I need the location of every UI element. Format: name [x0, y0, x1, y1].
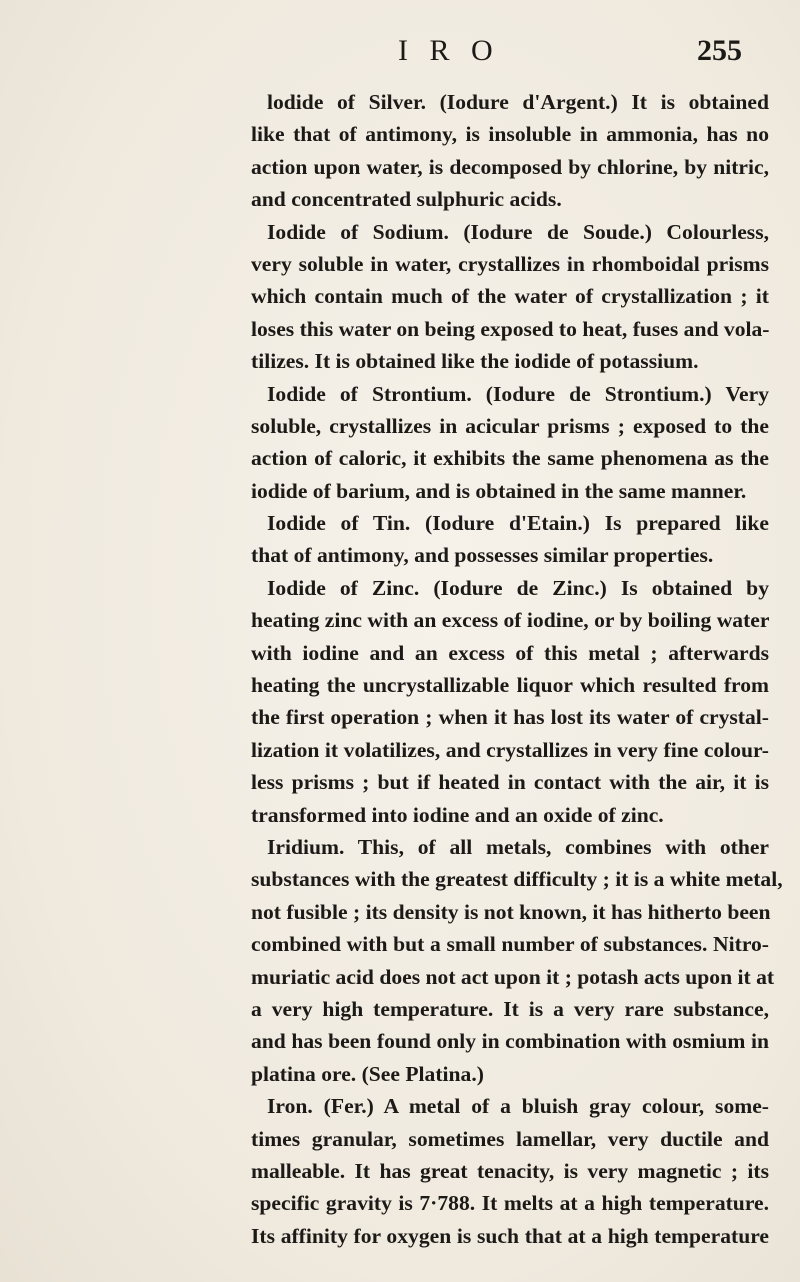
- text-line: very soluble in water, crystallizes in rhomboidal prisms: [251, 251, 769, 276]
- text-line: platina ore. (See Platina.): [251, 1061, 484, 1086]
- text-line: Iodide of Sodium. (Iodure de Soude.) Colourless,: [267, 219, 769, 244]
- text-line: Its affinity for oxygen is such that at a high temperature: [251, 1223, 769, 1248]
- text-line: malleable. It has great tenacity, is very magnetic ; its: [251, 1158, 769, 1183]
- text-line: specific gravity is 7·788. It melts at a high temperature.: [251, 1191, 769, 1216]
- text-line: lization it volatilizes, and crystallizes in very fine colour-: [251, 737, 769, 762]
- text-line: substances with the greatest difficulty ; it is a white metal,: [251, 867, 783, 892]
- text-line: Iodide of Strontium. (Iodure de Strontium.) Very: [267, 381, 769, 406]
- body-text: [251, 86, 783, 1252]
- text-line: iodide of barium, and is obtained in the same manner.: [251, 478, 747, 503]
- text-line: like that of antimony, is insoluble in ammonia, has no: [251, 122, 769, 147]
- text-line: soluble, crystallizes in acicular prisms ; exposed to the: [251, 413, 769, 438]
- text-line: and has been found only in combination with osmium in: [251, 1029, 769, 1054]
- text-line: with iodine and an excess of this metal ; afterwards: [251, 640, 769, 665]
- text-line: not fusible ; its density is not known, it has hitherto been: [251, 899, 771, 924]
- text-line: the first operation ; when it has lost its water of crystal-: [251, 705, 769, 730]
- text-line: less prisms ; but if heated in contact with the air, it is: [251, 770, 769, 795]
- text-line: action of caloric, it exhibits the same phenomena as the: [251, 446, 769, 471]
- text-line: Iodide of Tin. (Iodure d'Etain.) Is prepared like: [267, 511, 769, 536]
- text-line: muriatic acid does not act upon it ; potash acts upon it at: [251, 964, 775, 989]
- running-head: I R O: [398, 34, 500, 67]
- text-line: and concentrated sulphuric acids.: [251, 187, 562, 212]
- text-line: Iron. (Fer.) A metal of a bluish gray colour, some-: [267, 1094, 769, 1119]
- text-line: which contain much of the water of crystallization ; it: [251, 284, 769, 309]
- text-line: Iridium. This, of all metals, combines with other: [267, 834, 769, 859]
- text-line: loses this water on being exposed to heat, fuses and vola-: [251, 316, 770, 341]
- page-header: [0, 34, 800, 74]
- text-line: lodide of Silver. (Iodure d'Argent.) It is obtained: [267, 90, 769, 114]
- text-line: tilizes. It is obtained like the iodide of potassium.: [251, 349, 699, 374]
- text-line: that of antimony, and possesses similar properties.: [251, 543, 714, 568]
- text-line: times granular, sometimes lamellar, very ductile and: [251, 1126, 769, 1151]
- text-line: transformed into iodine and an oxide of zinc.: [251, 802, 664, 827]
- page-number: 255: [697, 34, 742, 67]
- text-line: a very high temperature. It is a very rare substance,: [251, 996, 769, 1021]
- text-line: heating the uncrystallizable liquor which resulted from: [251, 673, 769, 698]
- text-line: heating zinc with an excess of iodine, or by boiling water: [251, 608, 770, 633]
- text-line: action upon water, is decomposed by chlorine, by nitric,: [251, 154, 769, 179]
- text-line: Iodide of Zinc. (Iodure de Zinc.) Is obtained by: [267, 575, 769, 600]
- text-line: combined with but a small number of substances. Nitro-: [251, 932, 769, 957]
